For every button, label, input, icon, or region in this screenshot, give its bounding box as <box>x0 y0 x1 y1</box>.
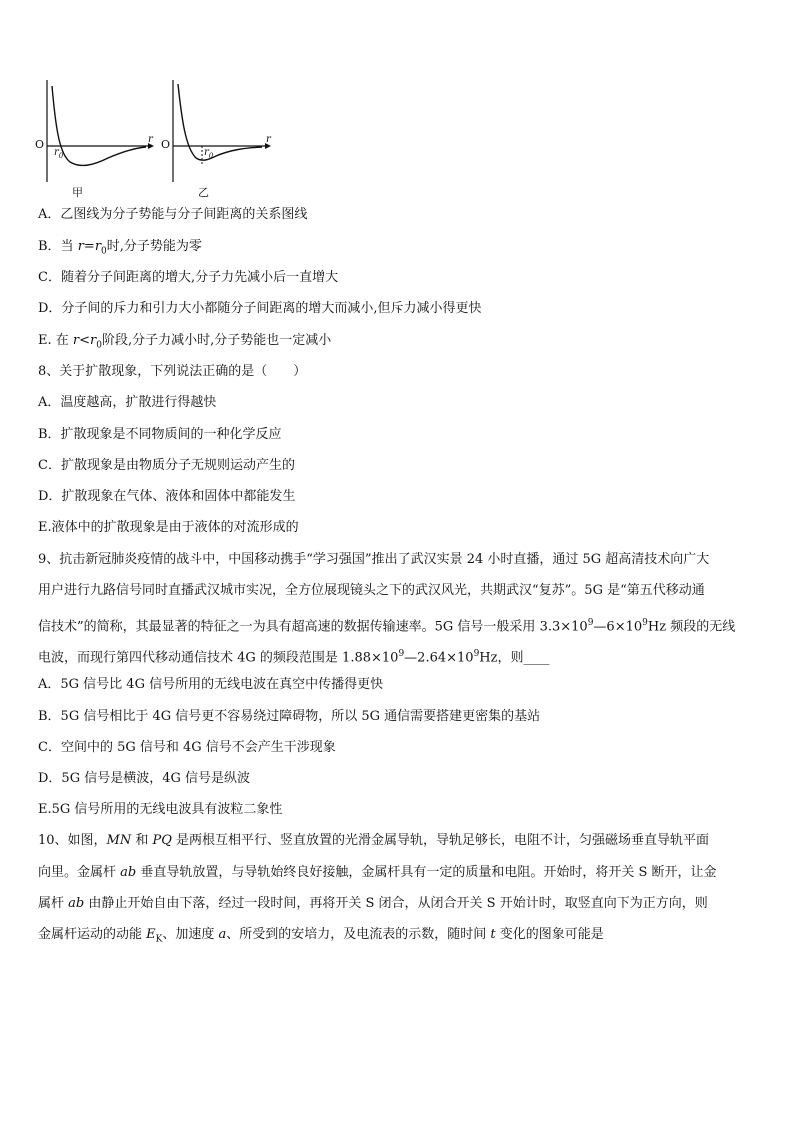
q8-option-b: B．扩散现象是不同物质间的一种化学反应 <box>38 427 282 442</box>
yi-origin-label: O <box>161 138 171 151</box>
q8-stem: 8、关于扩散现象，下列说法正确的是（ ） <box>38 364 307 379</box>
q9-stem-line-1: 9、抗击新冠肺炎疫情的战斗中，中国移动携手“学习强国”推出了武汉实景 24 小时直播，通过 5G 超高清技术向广大 <box>38 552 710 567</box>
q8-option-d: D．扩散现象在气体、液体和固体中都能发生 <box>38 489 296 504</box>
q7-option-d: D．分子间的斥力和引力大小都随分子间距离的增大而减小,但斥力减小得更快 <box>38 301 482 316</box>
jia-origin-label: O <box>35 138 45 151</box>
q10-stem-line-3: 属杆 ab 由静止开始自由下落，经过一段时间，再将开关 S 闭合，从闭合开关 S 开始计时，取竖直向下为正方向，则 <box>38 896 708 911</box>
q8-option-a: A．温度越高，扩散进行得越快 <box>38 395 217 410</box>
q10-stem-line-4: 金属杆运动的动能 $E_K$、加速度 a、所受到的安培力，及电流表的示数，随时间 t 变化的图象可能是 <box>38 927 604 945</box>
q10-stem-line-1: 10、如图，MN 和 PQ 是两根互相平行、竖直放置的光滑金属导轨，导轨足够长，电阻不计，匀强磁场垂直导轨平面 <box>38 833 710 848</box>
molecular-force-potential-figure <box>30 72 290 202</box>
q9-option-d: D．5G 信号是横波，4G 信号是纵波 <box>38 771 250 786</box>
jia-r-label: r <box>148 134 153 145</box>
yi-caption: 乙 <box>198 186 209 199</box>
q7-option-a: A．乙图线为分子势能与分子间距离的关系图线 <box>38 207 308 222</box>
jia-r0-label: $r_0$ <box>54 147 64 160</box>
figure-graphs <box>30 72 290 202</box>
q9-stem-line-3: 信技术”的简称，其最显著的特征之一为具有超高速的数据传输速率。5G 信号一般采用 $3.3\times 10^9—6\times 10^9Hz$ 频段的无线 <box>38 618 736 635</box>
q7-option-c: C．随着分子间距离的增大,分子力先减小后一直增大 <box>38 270 339 285</box>
q10-stem-line-2: 向里。金属杆 ab 垂直导轨放置，与导轨始终良好接触，金属杆具有一定的质量和电阻。开始时，将开关 S 断开，让金 <box>38 865 717 880</box>
jia-curve <box>52 86 146 165</box>
q9-option-a: A．5G 信号比 4G 信号所用的无线电波在真空中传播得更快 <box>38 677 384 692</box>
q9-option-e: E.5G 信号所用的无线电波具有波粒二象性 <box>38 802 283 817</box>
q8-option-e: E.液体中的扩散现象是由于液体的对流形成的 <box>38 520 299 535</box>
yi-r-label: r <box>266 134 271 145</box>
q9-stem-line-4: 电波，而现行第四代移动通信技术 4G 的频段范围是 $1.88\times 10^9—2.64\times 10^9Hz$，则____ <box>38 649 550 666</box>
q9-option-b: B．5G 信号相比于 4G 信号更不容易绕过障碍物，所以 5G 通信需要搭建更密集的基站 <box>38 709 541 724</box>
jia-caption: 甲 <box>72 186 83 199</box>
q7-option-e: E. 在 $r<r_0$阶段,分子力减小时,分子势能也一定减小 <box>38 333 332 351</box>
q8-option-c: C．扩散现象是由物质分子无规则运动产生的 <box>38 458 295 473</box>
q9-stem-line-2: 用户进行九路信号同时直播武汉城市实况，全方位展现镜头之下的武汉风光，共期武汉“复苏”。5G 是“第五代移动通 <box>38 583 705 598</box>
q9-option-c: C．空间中的 5G 信号和 4G 信号不会产生干涉现象 <box>38 740 336 755</box>
q7-option-b: B．当 $r=r_0$时,分子势能为零 <box>38 239 202 257</box>
yi-curve <box>178 84 262 160</box>
yi-r0-label: $r_0$ <box>204 147 214 160</box>
